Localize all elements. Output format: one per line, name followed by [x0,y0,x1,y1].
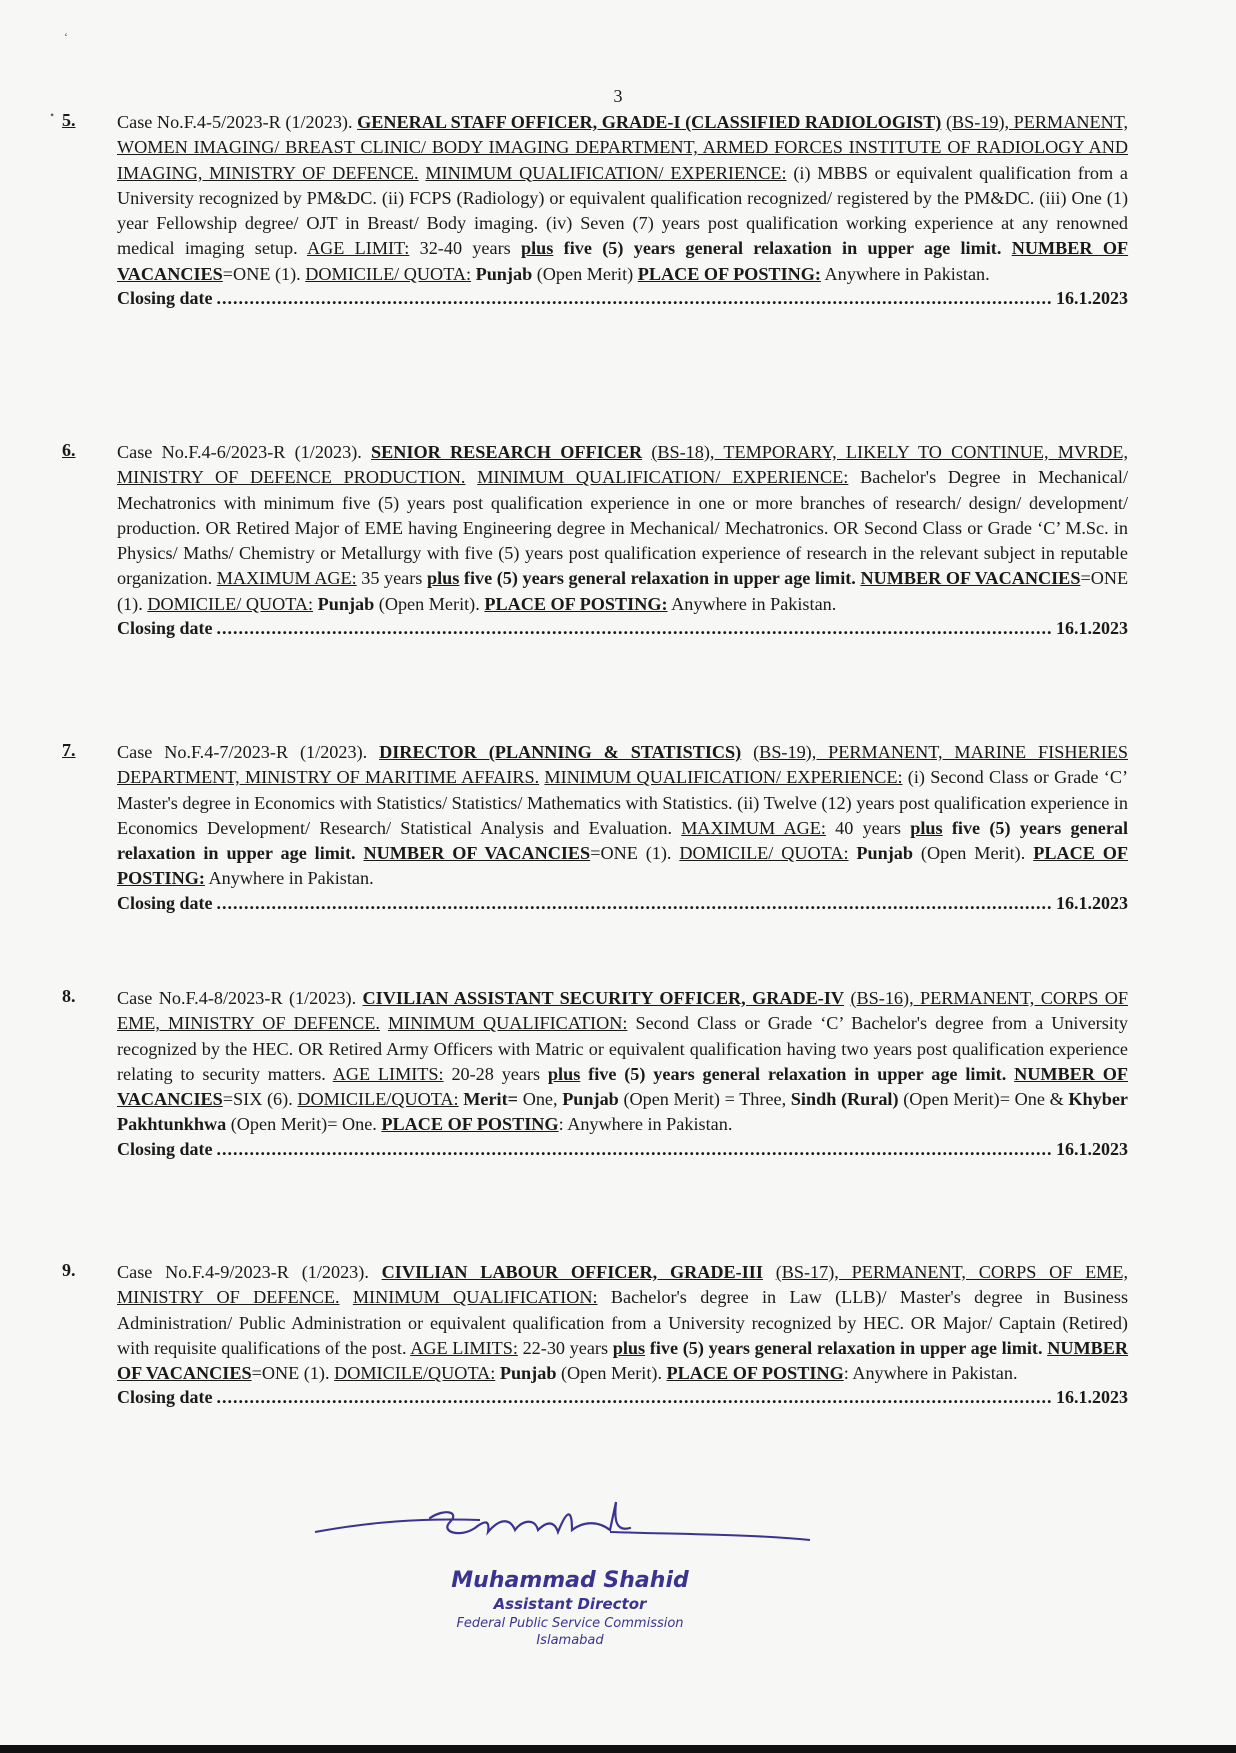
scan-mark: • [50,108,55,122]
case-body: Case No.F.4-6/2023-R (1/2023). SENIOR RESEARCH OFFICER (BS-18), TEMPORARY, LIKELY TO CONTINUE, MVRDE, MINISTRY OF DEFENCE PRODUCTION. MINIMUM QUALIFICATION/ EXPERIENCE: Bachelor's Degree in Mechanical/ Mechatronics with minimum five (5) years post qualification experience in one or more branches of research/ design/ development/ production. OR Retired Major of EME having Engineering degree in Mechanical/ Mechatronics. OR Second Class or Grade ‘C’ M.Sc. in Physics/ Maths/ Chemistry or Metallurgy with five (5) years post qualification experience of research in the relevant subject in reputable organization. MAXIMUM AGE: 35 years plus five (5) years general relaxation in upper age limit. NUMBER OF VACANCIES=ONE (1). DOMICILE/ QUOTA: Punjab (Open Merit). PLACE OF POSTING: Anywhere in Pakistan. [117,442,1129,614]
post-title: DIRECTOR (PLANNING & STATISTICS) [379,742,742,762]
closing-date-row: Closing date ..... 16.1.2023 [117,618,1128,639]
case-number: 5. [62,110,76,130]
signatory-title: Assistant Director [493,1595,647,1613]
closing-date-row: Closing date ..... 16.1.2023 [117,893,1128,914]
scan-mark: ‘ [64,30,68,44]
leader-dots [217,288,1052,309]
case-number: 9. [62,1260,76,1280]
case-body: Case No.F.4-9/2023-R (1/2023). CIVILIAN LABOUR OFFICER, GRADE-III (BS-17), PERMANENT, CORPS OF EME, MINISTRY OF DEFENCE. MINIMUM QUALIFICATION: Bachelor's degree in Law (LLB)/ Master's degree in Business Administration/ Public Administration or equivalent qualification from a University recognized by HEC. OR Major/ Captain (Retired) with requisite qualifications of the post. AGE LIMITS: 22-30 years plus five (5) years general relaxation in upper age limit. NUMBER OF VACANCIES=ONE (1). DOMICILE/QUOTA: Punjab (Open Merit). PLACE OF POSTING: Anywhere in Pakistan. [117,1262,1129,1384]
signatory-name: Muhammad Shahid [451,1568,689,1593]
leader-dots [217,893,1052,914]
post-title: GENERAL STAFF OFFICER, GRADE-I (CLASSIFIED RADIOLOGIST) [357,112,942,132]
leader-dots [217,1139,1052,1160]
closing-date-row: Closing date ..... 16.1.2023 [117,1387,1128,1408]
closing-date-row: Closing date ..... 16.1.2023 [117,288,1128,309]
signatory-city: Islamabad [536,1633,604,1648]
signatory-organization: Federal Public Service Commission [456,1616,684,1631]
case-6 [62,440,1128,639]
post-title: CIVILIAN LABOUR OFFICER, GRADE-III [381,1262,763,1282]
case-body: Case No.F.4-7/2023-R (1/2023). DIRECTOR (PLANNING & STATISTICS) (BS-19), PERMANENT, MARINE FISHERIES DEPARTMENT, MINISTRY OF MARITIME AFFAIRS. MINIMUM QUALIFICATION/ EXPERIENCE: (i) Second Class or Grade ‘C’ Master's degree in Economics with Statistics/ Statistics/ Mathematics with Statistics. (ii) Twelve (12) years post qualification experience in Economics Development/ Research/ Statistical Analysis and Evaluation. MAXIMUM AGE: 40 years plus five (5) years general relaxation in upper age limit. NUMBER OF VACANCIES=ONE (1). DOMICILE/ QUOTA: Punjab (Open Merit). PLACE OF POSTING: Anywhere in Pakistan. [117,742,1129,889]
case-7 [62,740,1128,914]
scan-edge [0,1745,1236,1753]
page-number: 3 [613,86,623,106]
case-number: 7. [62,740,76,760]
post-title: SENIOR RESEARCH OFFICER [371,442,643,462]
signature-stamp [400,1568,740,1648]
case-5 [62,110,1128,309]
closing-date-row: Closing date ..... 16.1.2023 [117,1139,1128,1160]
case-body: Case No.F.4-5/2023-R (1/2023). GENERAL STAFF OFFICER, GRADE-I (CLASSIFIED RADIOLOGIST) (BS-19), PERMANENT, WOMEN IMAGING/ BREAST CLINIC/ BODY IMAGING DEPARTMENT, ARMED FORCES INSTITUTE OF RADIOLOGY AND IMAGING, MINISTRY OF DEFENCE. MINIMUM QUALIFICATION/ EXPERIENCE: (i) MBBS or equivalent qualification from a University recognized by PM&DC. (ii) FCPS (Radiology) or equivalent qualification recognized/ registered by the PM&DC. (iii) One (1) year Fellowship degree/ OJT in Breast/ Body imaging. (iv) Seven (7) years post qualification working experience at any renowned medical imaging setup. AGE LIMIT: 32-40 years plus five (5) years general relaxation in upper age limit. NUMBER OF VACANCIES=ONE (1). DOMICILE/ QUOTA: Punjab (Open Merit) PLACE OF POSTING: Anywhere in Pakistan. [117,112,1129,284]
handwritten-signature [310,1490,830,1565]
closing-date: 16.1.2023 [1056,1387,1128,1408]
case-number: 8. [62,986,76,1006]
case-number: 6. [62,440,76,460]
case-8 [62,986,1128,1160]
leader-dots [217,1387,1052,1408]
closing-date: 16.1.2023 [1056,618,1128,639]
closing-date: 16.1.2023 [1056,892,1128,913]
leader-dots [217,618,1052,639]
case-body: Case No.F.4-8/2023-R (1/2023). CIVILIAN ASSISTANT SECURITY OFFICER, GRADE-IV (BS-16), PERMANENT, CORPS OF EME, MINISTRY OF DEFENCE. MINIMUM QUALIFICATION: Second Class or Grade ‘C’ Bachelor's degree from a University recognized by the HEC. OR Retired Army Officers with Matric or equivalent qualification having two years post qualification experience relating to security matters. AGE LIMITS: 20-28 years plus five (5) years general relaxation in upper age limit. NUMBER OF VACANCIES=SIX (6). DOMICILE/QUOTA: Merit= One, Punjab (Open Merit) = Three, Sindh (Rural) (Open Merit)= One & Khyber Pakhtunkhwa (Open Merit)= One. PLACE OF POSTING: Anywhere in Pakistan. [117,988,1129,1135]
post-title: CIVILIAN ASSISTANT SECURITY OFFICER, GRADE-IV [362,988,845,1008]
closing-date: 16.1.2023 [1056,1138,1128,1159]
case-9 [62,1260,1128,1408]
closing-date: 16.1.2023 [1056,288,1128,309]
